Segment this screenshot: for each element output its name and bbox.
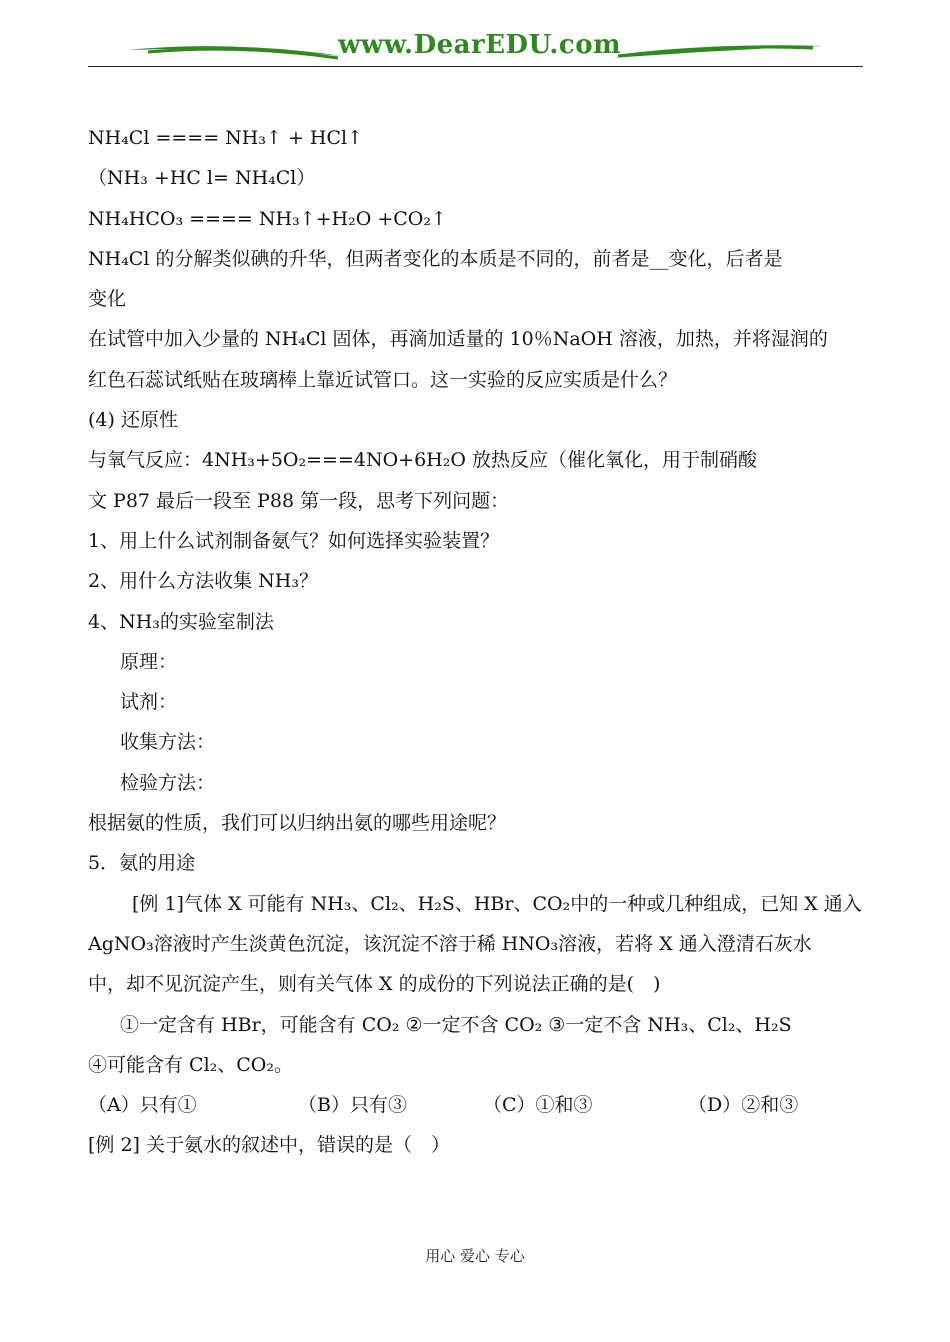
example-question: [例 2] 关于氨水的叙述中，错误的是（ ） — [88, 1134, 450, 1157]
section-heading: (4) 还原性 — [88, 409, 178, 432]
statement-list: ④可能含有 Cl₂、CO₂。 — [88, 1053, 294, 1076]
page-header — [88, 30, 863, 70]
equation-nh4hco3-decomposition: NH₄HCO₃ ==== NH₃↑+H₂O +CO₂↑ — [88, 207, 447, 230]
paragraph-line: 红色石蕊试纸贴在玻璃棒上靠近试管口。这一实验的反应实质是什么？ — [88, 368, 678, 391]
paragraph-line: 在试管中加入少量的 NH₄Cl 固体，再滴加适量的 10％NaOH 溶液，加热，并将湿润的 — [88, 328, 828, 351]
site-logo: www.DearEDU.com — [338, 30, 622, 60]
option-b: （B）只有③ — [298, 1094, 407, 1117]
statement-list: ①一定含有 HBr，可能含有 CO₂ ②一定不含 CO₂ ③一定不含 NH₃、Cl₂、H₂S — [120, 1013, 792, 1036]
right-swoosh-decoration — [608, 36, 868, 66]
section-heading: 5．氨的用途 — [88, 852, 196, 875]
option-a: （A）只有① — [88, 1094, 197, 1117]
document-body — [88, 118, 868, 1166]
section-heading: 4、NH₃的实验室制法 — [88, 610, 274, 633]
example-question: 中，却不见沉淀产生，则有关气体 X 的成份的下列说法正确的是( ) — [88, 973, 661, 996]
field-label: 原理： — [120, 650, 178, 673]
question-item: 1、用上什么试剂制备氨气？如何选择实验装置？ — [88, 529, 500, 552]
equation-nh4cl-decomposition: NH₄Cl ==== NH₃↑ + HCl↑ — [88, 127, 364, 149]
example-question: [例 1]气体 X 可能有 NH₃、Cl₂、H₂S、HBr、CO₂中的一种或几种组成，已知 X 通入 — [132, 892, 862, 915]
option-c: （C）①和③ — [483, 1094, 593, 1117]
paragraph-line: NH₄Cl 的分解类似碘的升华，但两者变化的本质是不同的，前者是__变化，后者是 — [88, 247, 783, 270]
field-label: 试剂： — [120, 691, 178, 714]
equation-ammonia-oxidation: 与氧气反应：4NH₃+5O₂===4NO+6H₂O 放热反应（催化氧化，用于制硝酸 — [88, 449, 757, 472]
equation-nh3-hcl-combination: （NH₃ +HC l= NH₄Cl） — [88, 167, 316, 190]
option-d: （D）②和③ — [688, 1094, 799, 1117]
question-item: 2、用什么方法收集 NH₃？ — [88, 570, 318, 593]
example-question: AgNO₃溶液时产生淡黄色沉淀，该沉淀不溶于稀 HNO₃溶液，若将 X 通入澄清石灰水 — [88, 932, 812, 955]
field-label: 检验方法： — [120, 771, 216, 794]
page-footer: 用心 爱心 专心 — [425, 1247, 525, 1265]
paragraph-line: 变化 — [88, 288, 127, 311]
paragraph-line: 根据氨的性质，我们可以归纳出氨的哪些用途呢？ — [88, 812, 507, 835]
left-swoosh-decoration — [88, 36, 348, 66]
field-label: 收集方法： — [120, 731, 216, 754]
header-rule — [88, 66, 863, 67]
paragraph-line: 文 P87 最后一段至 P88 第一段，思考下列问题： — [88, 489, 510, 512]
answer-options — [88, 1085, 868, 1125]
